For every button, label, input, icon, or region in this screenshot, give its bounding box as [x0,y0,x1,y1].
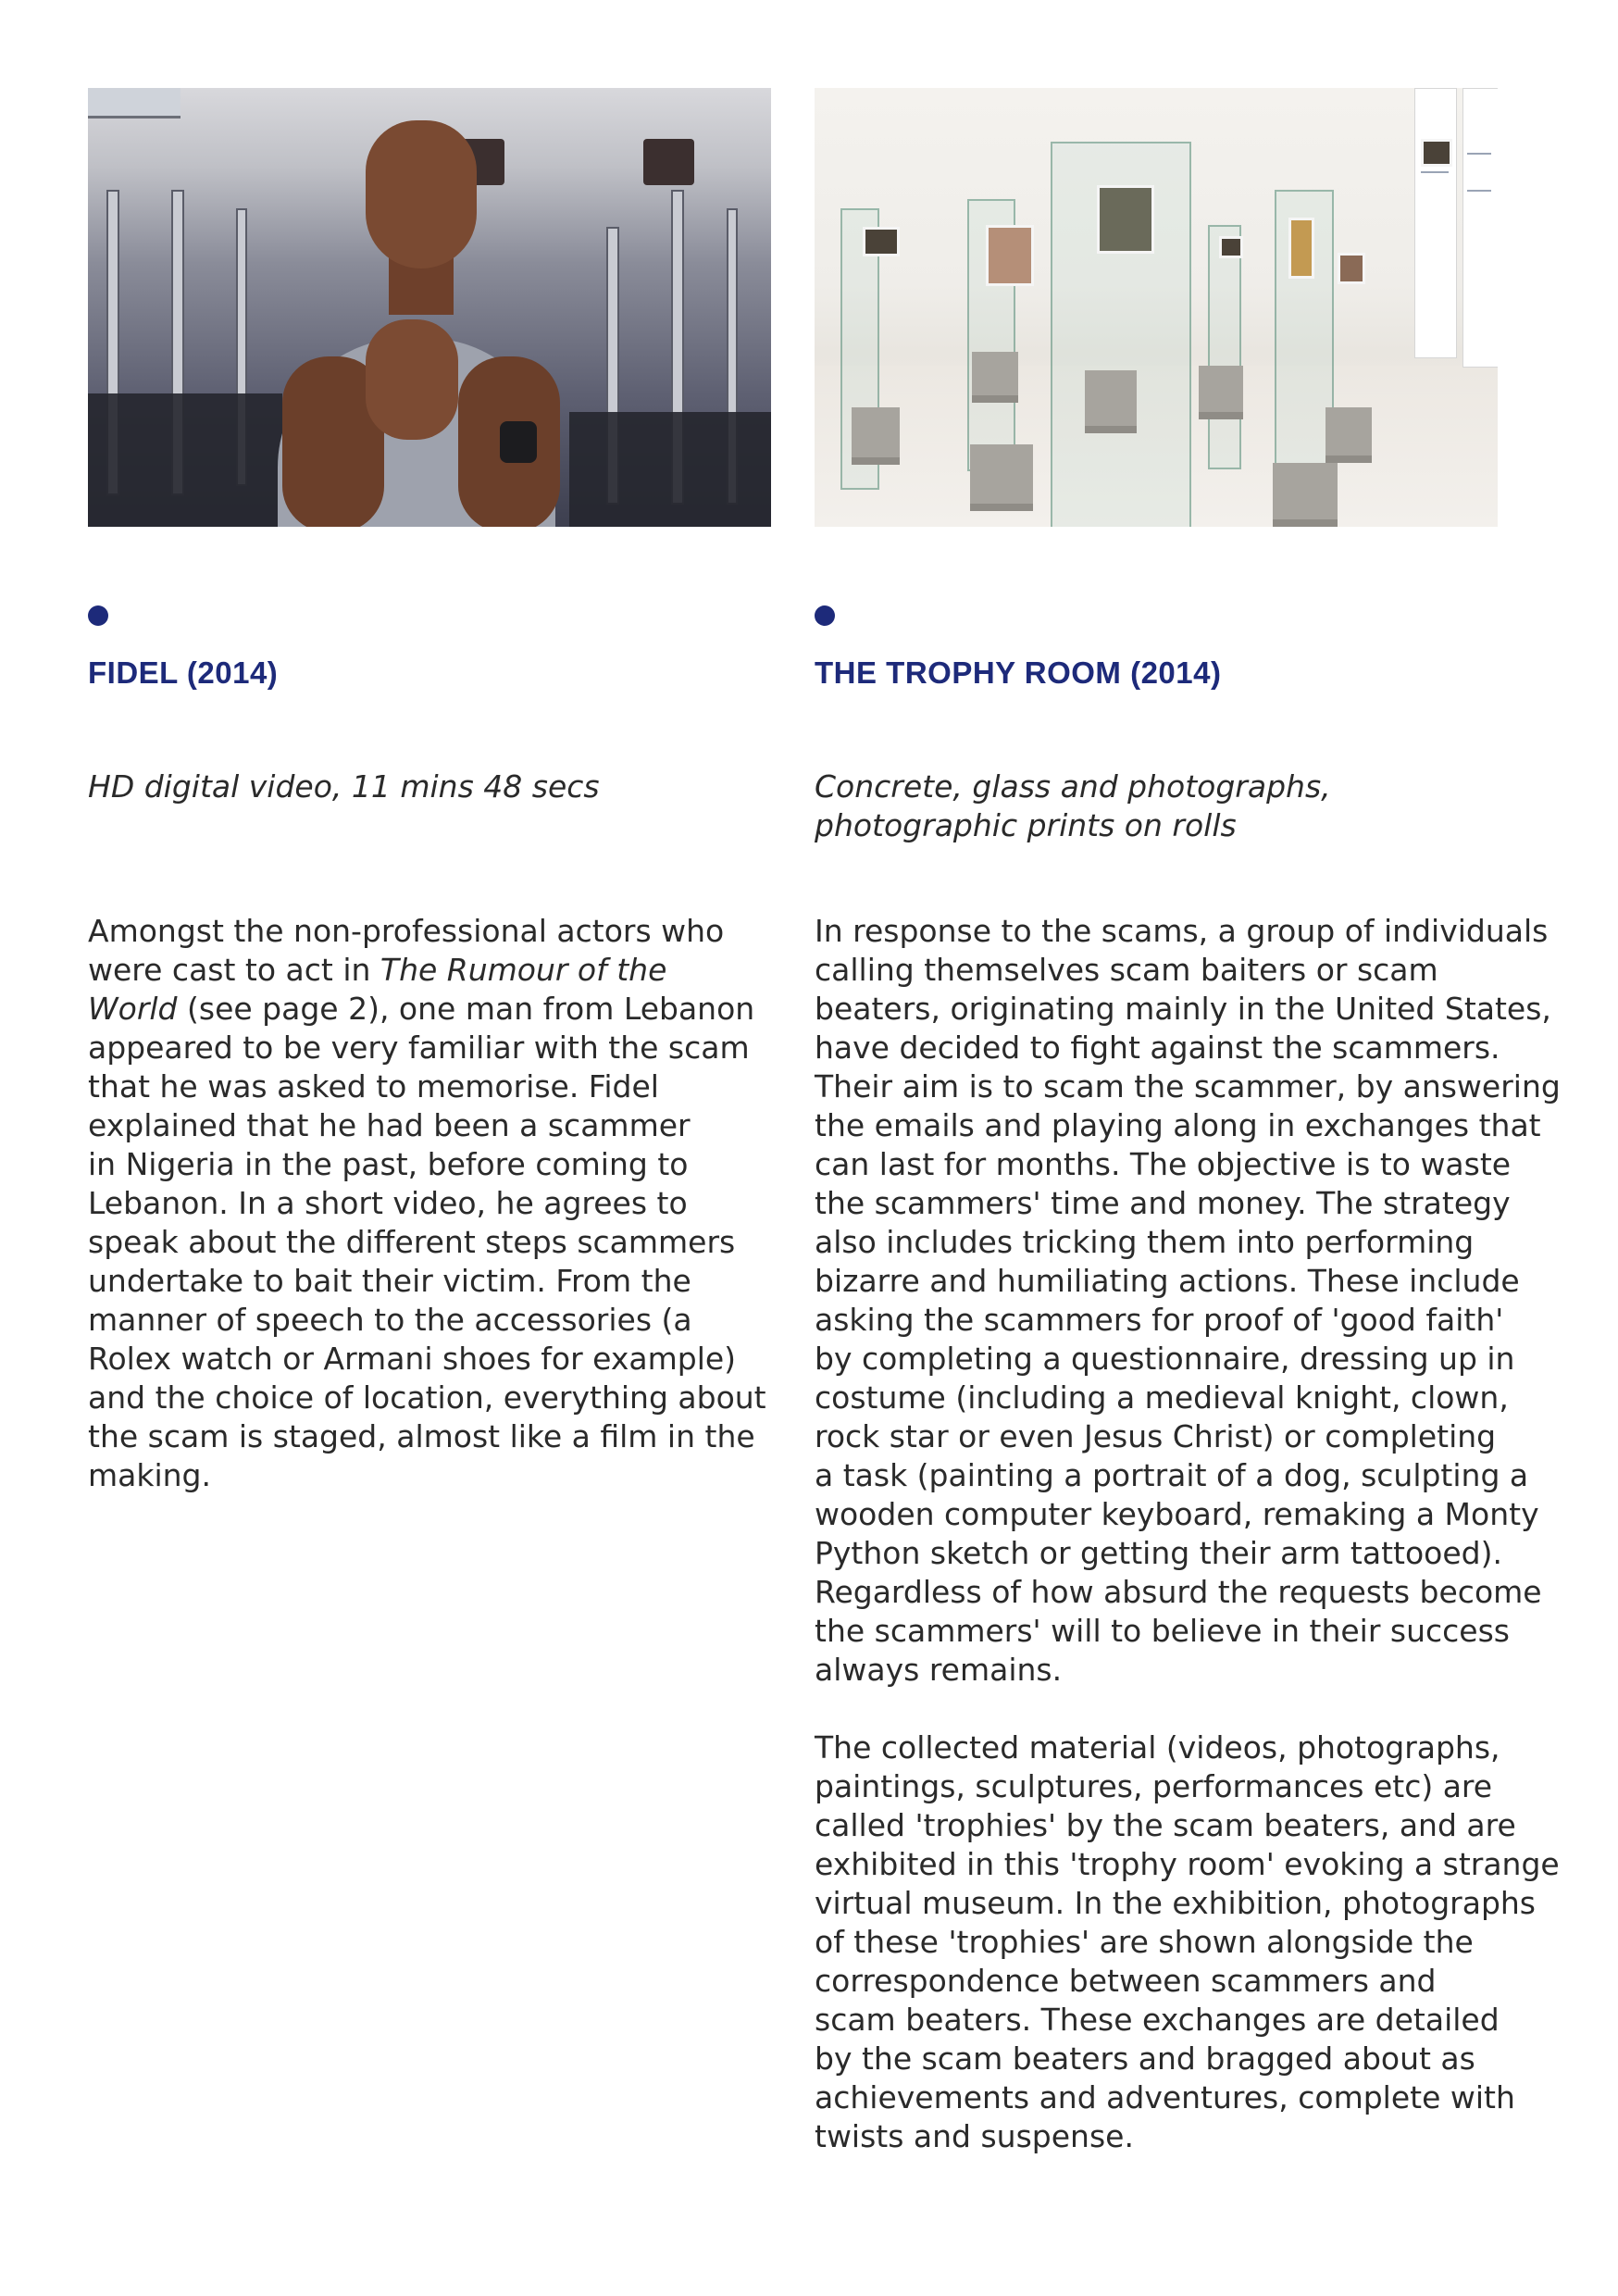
left-column [88,88,773,1495]
paragraph-2: The collected material (videos, photographs, paintings, sculptures, performances etc) are called 'trophies' by the scam beaters, and are exhibited in this 'trophy room' evoking a strange virtual museum. In the exhibition, photographs of these 'trophies' are shown alongside the correspondence between scammers and scam beaters. These exchanges are detailed by the scam beaters and bragged about as achievements and adventures, complete with twists and suspense. [815,1729,1560,2154]
trophy-room-installation-photo [815,88,1498,527]
work-title: FIDEL (2014) [88,655,279,690]
right-column [815,88,1561,2195]
work-description [815,912,1561,2156]
fidel-video-still [88,88,771,527]
work-title: THE TROPHY ROOM (2014) [815,655,1222,690]
section-bullet [88,605,108,626]
work-medium: HD digital video, 11 mins 48 secs [88,768,600,805]
paragraph-1: In response to the scams, a group of individuals calling themselves scam baiters or scam beaters, originating mainly in the United States, have decided to fight against the scammers. Their aim is to scam the scammer, by answering the emails and playing along in exchanges that can last for months. The objective is to waste the scammers' time and money. The strategy also includes tricking them into performing bizarre and humiliating actions. These include asking the scammers for proof of 'good faith' by completing a questionnaire, dressing up in costume (including a medieval knight, clown, rock star or even Jesus Christ) or completing a task (painting a portrait of a dog, sculpting a wooden computer keyboard, remaking a Monty Python sketch or getting their arm tattooed). Regardless of how absurd the requests become the scammers' will to believe in their success always remains. [815,913,1561,1688]
work-description: Amongst the non-professional actors who were cast to act in The Rumour of the World (see page 2), one man from Lebanon appeared to be very familiar with the scam that he was asked to memorise. Fidel explained that he had been a scammer in Nigeria in the past, before coming to Lebanon. In a short video, he agrees to speak about the different steps scammers undertake to bait their victim. From the manner of speech to the accessories (a Rolex watch or Armani shoes for example) and the choice of location, everything about the scam is staged, almost like a film in the making. [88,913,766,1493]
work-medium: Concrete, glass and photographs, photographic prints on rolls [815,768,1331,843]
film-title: The Rumour of the [380,952,667,988]
film-title-cont: World [88,991,178,1027]
section-bullet [815,605,835,626]
